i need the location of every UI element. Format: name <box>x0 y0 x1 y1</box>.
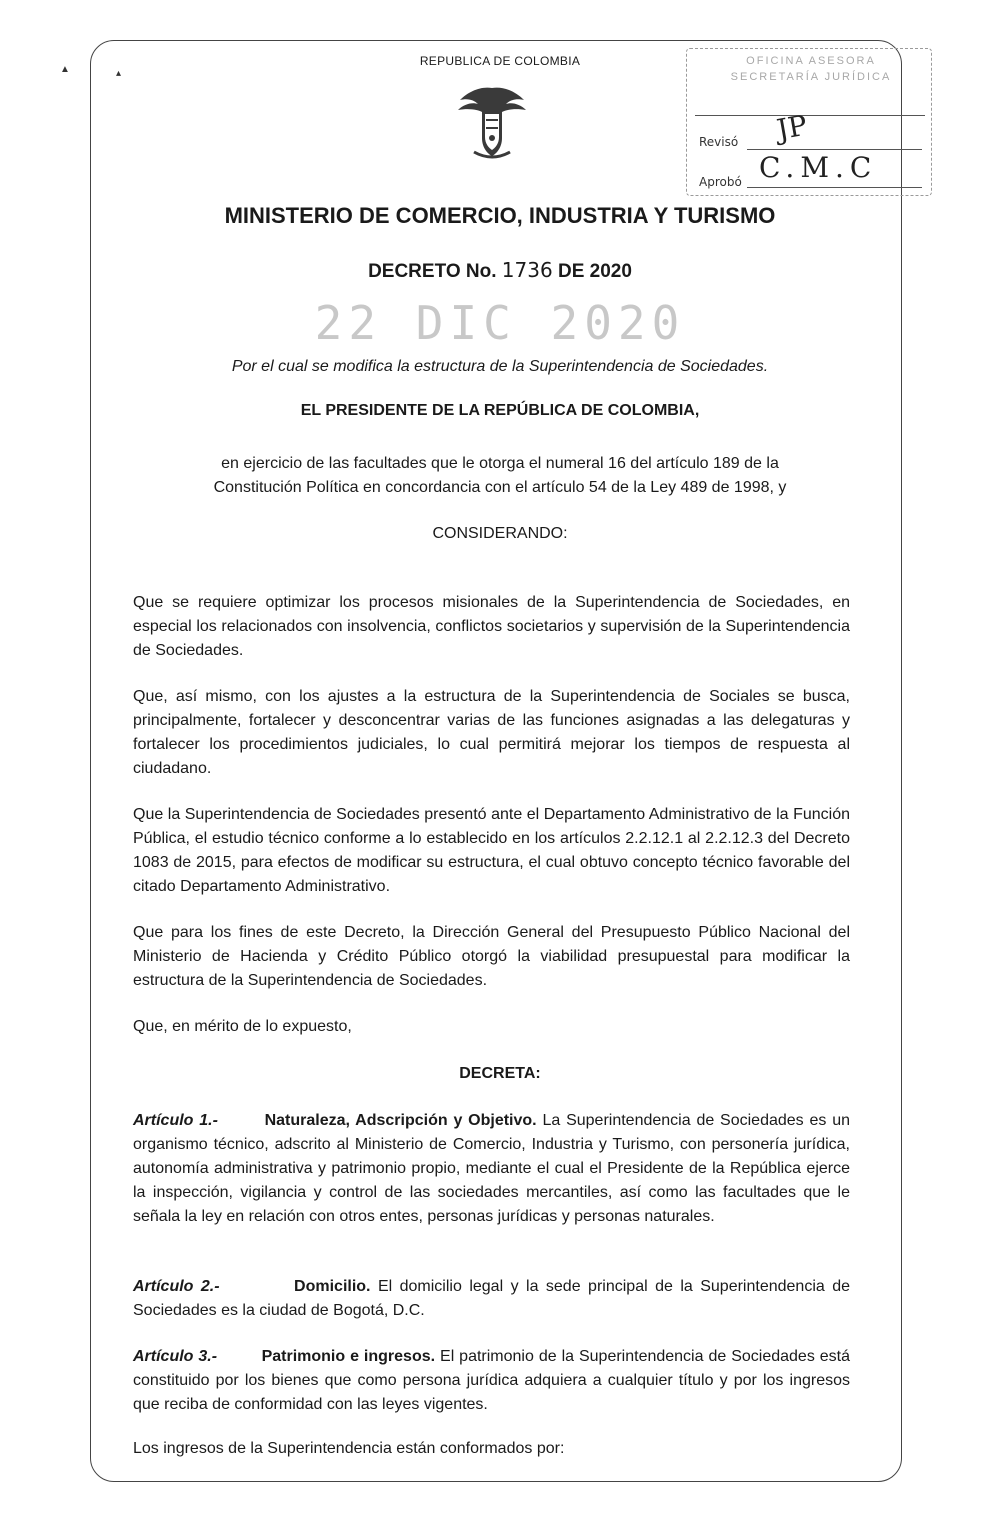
article-number: Artículo 3.- <box>133 1348 218 1365</box>
ministry-title: MINISTERIO DE COMERCIO, INDUSTRIA Y TURISMO <box>224 203 776 228</box>
decree-heading <box>0 258 1000 283</box>
stamp-reviso-signature: JP <box>774 108 810 147</box>
stamp-divider <box>747 149 922 150</box>
considering-heading: CONSIDERANDO: <box>432 525 568 542</box>
stamp-office-line1: OFICINA ASESORA <box>746 55 876 67</box>
consideration-paragraph: Que para los fines de este Decreto, la Dirección General del Presupuesto Público Nacional del Ministerio de Hacienda y Crédito Público otorgó la viabilidad presupuestal para modificar la estructura de la Superintendencia de Sociedades. <box>133 924 850 989</box>
approval-stamp <box>686 48 932 196</box>
stamp-aprobo-signature: C.M.C <box>759 151 878 184</box>
closing-line: Los ingresos de la Superintendencia están conformados por: <box>133 1440 565 1457</box>
article-number: Artículo 1.- <box>133 1112 218 1129</box>
decree-number: 1736 <box>501 258 553 282</box>
consideration-paragraph: Que la Superintendencia de Sociedades presentó ante el Departamento Administrativo de la Función Pública, el estudio técnico conforme a lo establecido en los artículos 2.2.12.1 al 2.2.12.3 del Decreto 1083 de 2015, para efectos de modificar su estructura, el cual obtuvo concepto técnico favorable del citado Departamento Administrativo. <box>133 806 850 895</box>
decree-suffix: DE 2020 <box>557 261 632 282</box>
article-3 <box>133 1345 850 1417</box>
scan-mark: ▴ <box>116 68 122 79</box>
consideration-paragraph: Que se requiere optimizar los procesos misionales de la Superintendencia de Sociedades, en especial los relacionados con insolvencia, conflictos societarios y supervisión de la Superintendencia de Sociedades. <box>133 594 850 659</box>
article-text: La Superintendencia de Sociedades es un organismo técnico, adscrito al Ministerio de Comercio, Industria y Turismo, con personería jurídica, autonomía administrativa y patrimonio propio, mediante el cual el Presidente de la República ejerce la inspección, vigilancia y control de las sociedades mercantiles, así como las facultades que le señala la ley en relación con otros entes, personas jurídicas y personas naturales. <box>133 1112 851 1225</box>
article-text: El patrimonio de la Superintendencia de Sociedades está constituido por los bienes que como persona jurídica adquiera a cualquier título y por los ingresos que reciba de conformidad con las leyes vigentes. <box>133 1348 851 1413</box>
article-title: Patrimonio e ingresos. <box>261 1348 436 1365</box>
stamp-divider <box>695 115 925 116</box>
article-number: Artículo 2.- <box>133 1278 220 1295</box>
powers-paragraph <box>150 452 850 500</box>
country-name: REPUBLICA DE COLOMBIA <box>419 54 581 68</box>
article-text: El domicilio legal y la sede principal de la Superintendencia de Sociedades es la ciudad de Bogotá, D.C. <box>133 1278 851 1319</box>
stamp-reviso-label: Revisó <box>699 135 739 149</box>
powers-line: en ejercicio de las facultades que le otorga el numeral 16 del artículo 189 de la <box>221 455 779 472</box>
article-2 <box>133 1275 850 1323</box>
consideration-paragraph: Que, así mismo, con los ajustes a la estructura de la Superintendencia de Sociales se busca, principalmente, fortalecer y desconcentrar varias de las funciones asignadas a las delegaturas y fortalecer los procedimientos judiciales, lo cual permitirá mejorar los tiempos de respuesta al ciudadano. <box>133 688 850 777</box>
decree-subtitle: Por el cual se modifica la estructura de la Superintendencia de Sociedades. <box>231 358 769 375</box>
article-1 <box>133 1109 850 1229</box>
coat-of-arms-icon <box>452 82 532 162</box>
stamp-aprobo-label: Aprobó <box>699 175 742 189</box>
article-title: Domicilio. <box>294 1278 371 1295</box>
consideration-paragraph: Que, en mérito de lo expuesto, <box>133 1018 352 1035</box>
date-stamp: 22 DIC 2020 <box>314 296 686 350</box>
scan-mark: ▲ <box>60 64 70 75</box>
president-heading: EL PRESIDENTE DE LA REPÚBLICA DE COLOMBIA, <box>300 402 700 419</box>
article-title: Naturaleza, Adscripción y Objetivo. <box>264 1112 537 1129</box>
decreta-heading: DECRETA: <box>459 1065 541 1082</box>
stamp-divider <box>747 187 922 188</box>
powers-line: Constitución Política en concordancia con el artículo 54 de la Ley 489 de 1998, y <box>213 479 787 496</box>
stamp-office-line2: SECRETARÍA JURÍDICA <box>730 71 892 83</box>
decree-prefix: DECRETO No. <box>368 261 497 282</box>
